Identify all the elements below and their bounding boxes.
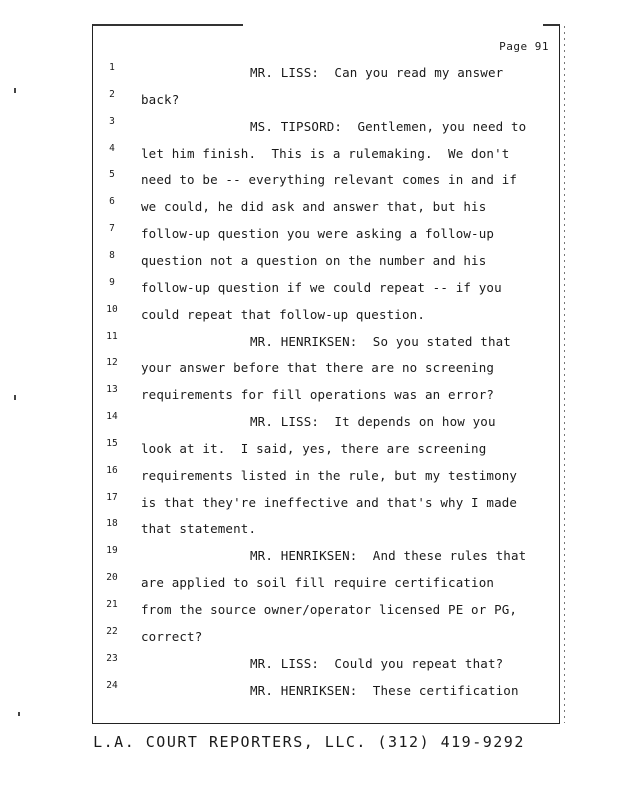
- line-number: 22: [106, 625, 118, 637]
- page-number: Page 91: [499, 40, 549, 53]
- line-text: need to be -- everything relevant comes in and if: [141, 172, 518, 188]
- line-number: 4: [109, 142, 115, 154]
- transcript-line: [93, 545, 559, 568]
- line-number: 7: [109, 223, 115, 235]
- line-number: 10: [106, 303, 118, 315]
- line-text: back?: [141, 91, 180, 107]
- line-text: follow-up question if we could repeat -- if you: [141, 279, 502, 295]
- transcript-line: [93, 276, 559, 300]
- right-margin-dots: [564, 26, 565, 723]
- frame-gap: [243, 23, 543, 27]
- line-text: follow-up question you were asking a follow-up: [141, 226, 495, 242]
- line-text: could repeat that follow-up question.: [141, 306, 425, 322]
- transcript-line: [93, 572, 559, 595]
- line-text: correct?: [141, 628, 203, 644]
- line-text: MR. LISS: Could you repeat that?: [250, 655, 504, 671]
- line-text: your answer before that there are no screening: [141, 360, 495, 376]
- line-number: 20: [106, 572, 118, 584]
- line-text: MR. LISS: It depends on how you: [250, 414, 496, 430]
- transcript-page: [92, 24, 560, 724]
- line-text: requirements listed in the rule, but my testimony: [141, 467, 518, 483]
- line-text: MR. HENRIKSEN: And these rules that: [250, 548, 527, 564]
- transcript-line: [93, 652, 559, 676]
- line-number: 5: [109, 169, 115, 181]
- scan-mark: [18, 712, 20, 716]
- transcript-line: [93, 384, 559, 407]
- line-number: 18: [106, 518, 118, 530]
- transcript-line: [93, 142, 559, 166]
- line-text: MR. HENRIKSEN: So you stated that: [250, 333, 511, 349]
- transcript-line: [93, 88, 559, 112]
- transcript-line: [93, 169, 559, 192]
- line-number: 14: [106, 411, 118, 423]
- line-number: 24: [106, 679, 118, 691]
- line-number: 16: [106, 464, 118, 476]
- line-number: 13: [106, 384, 118, 396]
- line-text: look at it. I said, yes, there are screening: [141, 440, 487, 456]
- transcript-line: [93, 330, 559, 354]
- line-text: MS. TIPSORD: Gentlemen, you need to: [250, 118, 527, 134]
- line-number: 21: [106, 599, 118, 610]
- transcript-line: [93, 464, 559, 488]
- transcript-line: [93, 625, 559, 649]
- transcript-line: [93, 679, 559, 703]
- transcript-line: [93, 223, 559, 246]
- line-number: 23: [106, 652, 118, 664]
- line-number: 8: [109, 249, 115, 261]
- line-number: 9: [109, 276, 115, 288]
- line-text: let him finish. This is a rulemaking. We don't: [141, 145, 510, 161]
- line-number: 15: [106, 437, 118, 449]
- transcript-line: [93, 196, 559, 219]
- reporter-footer: L.A. COURT REPORTERS, LLC. (312) 419-9292: [93, 733, 525, 751]
- line-text: we could, he did ask and answer that, but his: [141, 199, 487, 215]
- transcript-line: [93, 303, 559, 327]
- transcript-line: [93, 249, 559, 273]
- transcript-line: [93, 411, 559, 434]
- scan-mark: [14, 395, 16, 400]
- transcript-line: [93, 357, 559, 380]
- transcript-line: [93, 491, 559, 515]
- transcript-line: [93, 518, 559, 541]
- line-number: 11: [106, 330, 118, 342]
- line-text: is that they're ineffective and that's why I made: [141, 494, 518, 510]
- transcript-line: [93, 62, 559, 85]
- line-number: 2: [109, 88, 115, 100]
- scan-mark: [14, 88, 16, 93]
- line-text: are applied to soil fill require certification: [141, 575, 495, 591]
- line-number: 3: [109, 115, 115, 127]
- line-number: 17: [106, 491, 118, 503]
- line-text: MR. LISS: Can you read my answer: [250, 65, 504, 80]
- transcript-line: [93, 115, 559, 139]
- line-number: 12: [106, 357, 118, 369]
- line-text: question not a question on the number and his: [141, 252, 487, 268]
- line-number: 1: [109, 62, 115, 73]
- line-text: that statement.: [141, 521, 257, 537]
- line-number: 19: [106, 545, 118, 557]
- line-text: requirements for fill operations was an error?: [141, 387, 495, 403]
- transcript-line: [93, 437, 559, 461]
- line-text: from the source owner/operator licensed PE or PG,: [141, 602, 518, 617]
- transcript-line: [93, 599, 559, 622]
- line-number: 6: [109, 196, 115, 208]
- line-text: MR. HENRIKSEN: These certification: [250, 682, 519, 698]
